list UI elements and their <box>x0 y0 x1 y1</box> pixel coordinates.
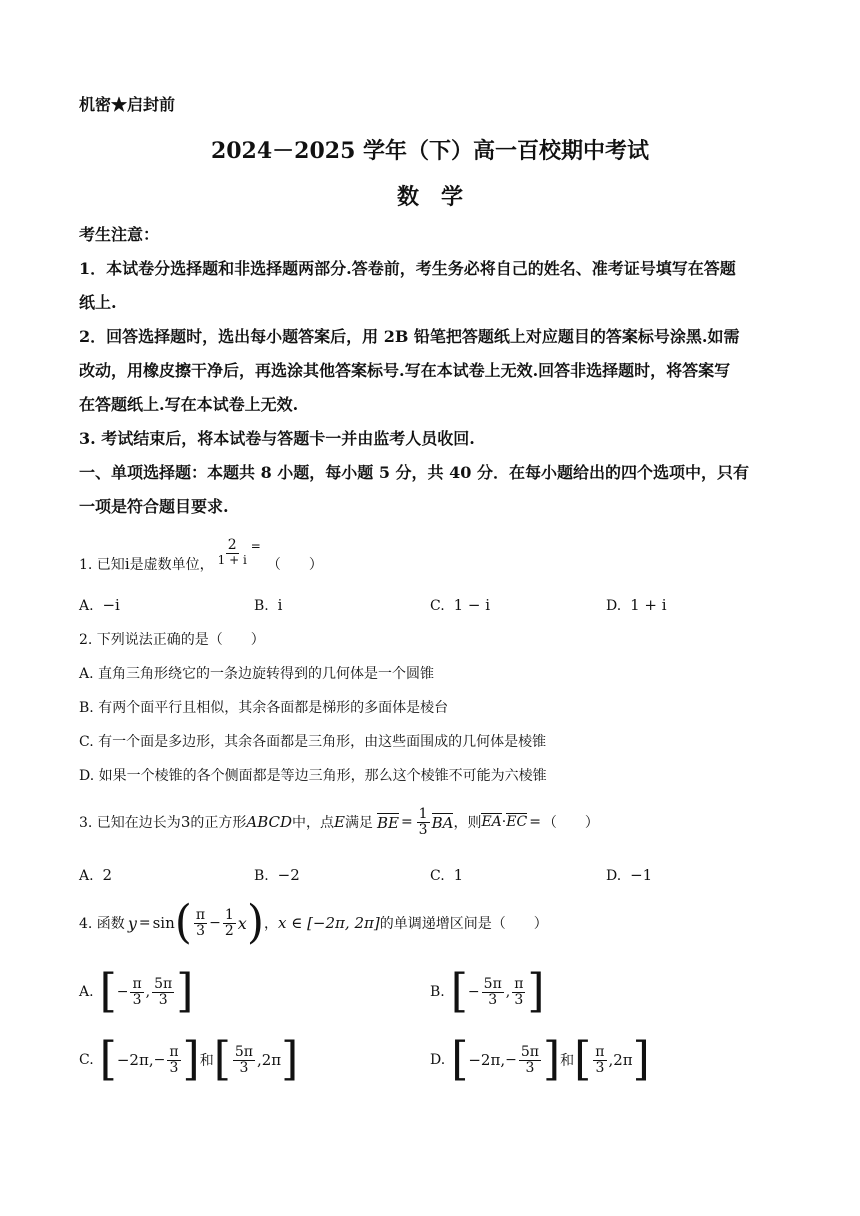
q3-option-b <box>254 866 300 884</box>
q4-a-frac1 <box>130 977 143 1007</box>
q3-option-a-value: 2 <box>102 866 113 884</box>
q4-frac-pi-3 <box>194 908 207 938</box>
question-3-stem <box>79 800 599 844</box>
notice-1-line2: 纸上. <box>79 293 117 312</box>
q3-option-a-label: A. <box>79 868 94 884</box>
q4-c-and: 和 <box>199 1053 214 1069</box>
q1-option-d <box>606 596 667 614</box>
q3-option-c-label: C. <box>430 868 445 884</box>
notice-3: 3. 考试结束后，将本试卷与答题卡一并由监考人员收回. <box>79 429 475 448</box>
q4-c-frac2 <box>233 1045 255 1075</box>
q1-frac-den: 1 + i <box>217 552 247 567</box>
q3-text-4: 满足 <box>344 815 373 831</box>
q4-right-paren: ) <box>246 895 264 950</box>
q1-eq: = <box>250 539 261 553</box>
q4-d-and: 和 <box>560 1053 575 1069</box>
q3-vector-ec: EC <box>506 814 528 831</box>
q3-paren: （ ） <box>542 815 599 831</box>
q4-c-frac1-num: π <box>169 1043 179 1060</box>
q3-square-name: ABCD <box>246 813 292 831</box>
q4-d-rbracket2: ] <box>632 1032 650 1087</box>
q4-c-frac1-den: 3 <box>169 1059 179 1076</box>
q4-d-frac2-num: π <box>595 1043 605 1060</box>
q4-a-neg: − <box>116 984 129 1000</box>
q4-c-lbracket2: [ <box>213 1032 231 1087</box>
q4-comma: ， <box>263 916 278 932</box>
q4-a-lbracket: [ <box>99 964 117 1019</box>
q4-b-frac1-num: 5π <box>483 975 502 992</box>
q4-d-frac1 <box>519 1045 541 1075</box>
q4-c-rbracket1: ] <box>182 1032 200 1087</box>
q1-option-c-value: 1 − i <box>453 596 491 614</box>
q3-frac-den: 3 <box>418 821 428 838</box>
q4-d-frac2-den: 3 <box>595 1059 605 1076</box>
q3-text-1: 3. 已知在边长为 <box>79 815 181 831</box>
q4-d-neg: − <box>505 1052 517 1068</box>
q4-b-frac2 <box>512 977 525 1007</box>
section-heading-line2: 一项是符合题目要求. <box>79 497 229 516</box>
q4-b-frac2-den: 3 <box>514 991 524 1008</box>
q4-text-1: 4. 函数 <box>79 916 125 932</box>
q3-eq-2: = <box>529 814 541 830</box>
notice-1-line1: 1．本试卷分选择题和非选择题两部分.答卷前，考生务必将自己的姓名、准考证号填写在答题 <box>79 259 736 278</box>
q3-text-2: 的正方形 <box>190 815 247 831</box>
subject-title: 数 学 <box>396 184 463 210</box>
notice-2-line2: 改动，用橡皮擦干净后，再选涂其他答案标号.写在本试卷上无效.回答非选择题时，将答案写 <box>79 361 731 380</box>
q3-option-c <box>430 866 463 884</box>
q4-domain: x ∈ [−2π, 2π] <box>277 914 380 932</box>
q3-text-3: 中，点 <box>292 815 334 831</box>
q4-c-frac2-num: 5π <box>234 1043 253 1060</box>
q1-i: i <box>124 555 130 573</box>
q4-frac2-den: 2 <box>224 922 234 939</box>
q4-d-neg2pi: −2π, <box>468 1051 506 1069</box>
q4-d-2pi: ,2π <box>608 1051 633 1069</box>
q3-option-b-label: B. <box>254 868 269 884</box>
q1-text-a: 1. 已知 <box>79 557 125 573</box>
q4-frac2-num: 1 <box>224 906 234 923</box>
q4-d-lbracket2: [ <box>574 1032 592 1087</box>
q4-d-frac2 <box>593 1045 606 1075</box>
q1-option-d-value: 1 + i <box>630 596 667 614</box>
q4-sin: sin <box>152 914 175 932</box>
q4-b-frac2-num: π <box>514 975 524 992</box>
notice-2-line3: 在答题纸上.写在本试卷上无效. <box>79 395 299 414</box>
q1-paren: （ ） <box>266 557 323 573</box>
q4-frac1-num: π <box>195 906 206 923</box>
q4-y: y <box>127 913 137 933</box>
q4-text-2: 的单调递增区间是（ ） <box>379 916 548 932</box>
q3-option-b-value: −2 <box>277 866 300 884</box>
q1-option-d-label: D. <box>606 598 622 614</box>
q4-a-frac2-den: 3 <box>158 991 168 1008</box>
q4-b-frac1-den: 3 <box>488 991 498 1008</box>
q3-vector-be: BE <box>376 813 399 832</box>
q4-d-rbracket1: ] <box>542 1032 561 1087</box>
q1-text-b: 是虚数单位， <box>129 557 214 573</box>
q4-left-paren: ( <box>174 895 192 950</box>
notice-2-line1: 2．回答选择题时，选出每小题答案后，用 2B 铅笔把答题纸上对应题目的答案标号涂黑.如需 <box>79 327 740 346</box>
question-1-stem <box>79 538 323 590</box>
q4-a-frac1-den: 3 <box>132 991 142 1008</box>
q4-option-d-label: D. <box>430 1052 446 1068</box>
q4-eq: = <box>138 915 151 931</box>
q4-b-rbracket: ] <box>527 964 545 1019</box>
q1-option-a <box>79 596 120 614</box>
q4-c-neg2pi: −2π, <box>116 1051 154 1069</box>
q1-option-a-value: −i <box>102 596 120 614</box>
q4-frac-1-2 <box>223 908 236 938</box>
q3-side-length: 3 <box>180 813 191 831</box>
q2-option-d: D. 如果一个棱锥的各个侧面都是等边三角形，那么这个棱锥不可能为六棱锥 <box>79 768 547 784</box>
q3-text-5: ，则 <box>453 815 482 831</box>
q2-option-c: C. 有一个面是多边形，其余各面都是三角形，由这些面围成的几何体是棱锥 <box>79 734 547 750</box>
q4-option-c <box>79 1034 298 1086</box>
q4-d-frac1-den: 3 <box>525 1059 535 1076</box>
q3-dot: · <box>501 814 507 830</box>
q3-eq-1: = <box>400 814 413 830</box>
q1-frac-num: 2 <box>227 536 237 553</box>
q3-vector-ba: BA <box>431 813 454 832</box>
q3-option-d-label: D. <box>606 868 622 884</box>
question-2-stem: 2. 下列说法正确的是（ ） <box>79 632 265 648</box>
q4-option-b-label: B. <box>430 984 445 1000</box>
q4-a-sep: , <box>145 984 151 1000</box>
q4-c-2pi: ,2π <box>256 1051 282 1069</box>
section-heading-line1: 一、单项选择题：本题共 8 小题，每小题 5 分，共 40 分．在每小题给出的四个选项中，只有 <box>79 463 749 482</box>
q2-option-b: B. 有两个面平行且相似，其余各面都是梯形的多面体是棱台 <box>79 700 449 716</box>
q3-point-e: E <box>334 813 345 831</box>
q4-option-a-label: A. <box>79 984 94 1000</box>
q4-frac1-den: 3 <box>196 922 205 939</box>
q4-option-b <box>430 966 545 1018</box>
q1-option-c-label: C. <box>430 598 445 614</box>
q1-option-c <box>430 596 490 614</box>
q4-c-frac1 <box>167 1045 180 1075</box>
q3-option-d-value: −1 <box>630 866 653 884</box>
q3-vector-ea: EA <box>481 814 502 831</box>
q3-option-d <box>606 866 652 884</box>
q4-d-frac1-num: 5π <box>520 1043 539 1060</box>
q4-a-frac2 <box>152 977 174 1007</box>
q1-fraction <box>216 538 249 566</box>
q3-frac-num: 1 <box>418 805 428 822</box>
notice-heading: 考生注意： <box>79 225 160 244</box>
q4-a-frac2-num: 5π <box>154 975 173 992</box>
q4-option-c-label: C. <box>79 1052 94 1068</box>
q1-option-a-label: A. <box>79 598 94 614</box>
q3-fraction <box>417 807 430 837</box>
q4-c-rbracket2: ] <box>281 1032 299 1087</box>
q4-option-d <box>430 1034 650 1086</box>
q4-minus: − <box>209 915 221 931</box>
q1-option-b <box>254 596 282 614</box>
secret-label: 机密★启封前 <box>79 95 176 114</box>
question-4-stem <box>79 896 548 950</box>
q1-option-b-label: B. <box>254 598 269 614</box>
q4-b-frac1 <box>482 977 504 1007</box>
q4-b-neg: − <box>467 984 480 1000</box>
q3-option-c-value: 1 <box>453 866 464 884</box>
q4-d-lbracket1: [ <box>451 1032 469 1087</box>
q4-c-neg: − <box>153 1052 166 1068</box>
q4-b-sep: , <box>505 984 511 1000</box>
q4-option-a <box>79 966 193 1018</box>
q4-b-lbracket: [ <box>450 964 468 1019</box>
q4-x: x <box>237 913 247 933</box>
exam-title: 2024－2025 学年（下）高一百校期中考试 <box>210 138 650 164</box>
q4-c-frac2-den: 3 <box>239 1059 249 1076</box>
q3-option-a <box>79 866 112 884</box>
q4-c-lbracket1: [ <box>99 1032 117 1087</box>
q2-option-a: A. 直角三角形绕它的一条边旋转得到的几何体是一个圆锥 <box>79 666 435 682</box>
q4-a-rbracket: ] <box>176 964 194 1019</box>
q1-option-b-value: i <box>277 596 283 614</box>
q4-a-frac1-num: π <box>132 975 142 992</box>
